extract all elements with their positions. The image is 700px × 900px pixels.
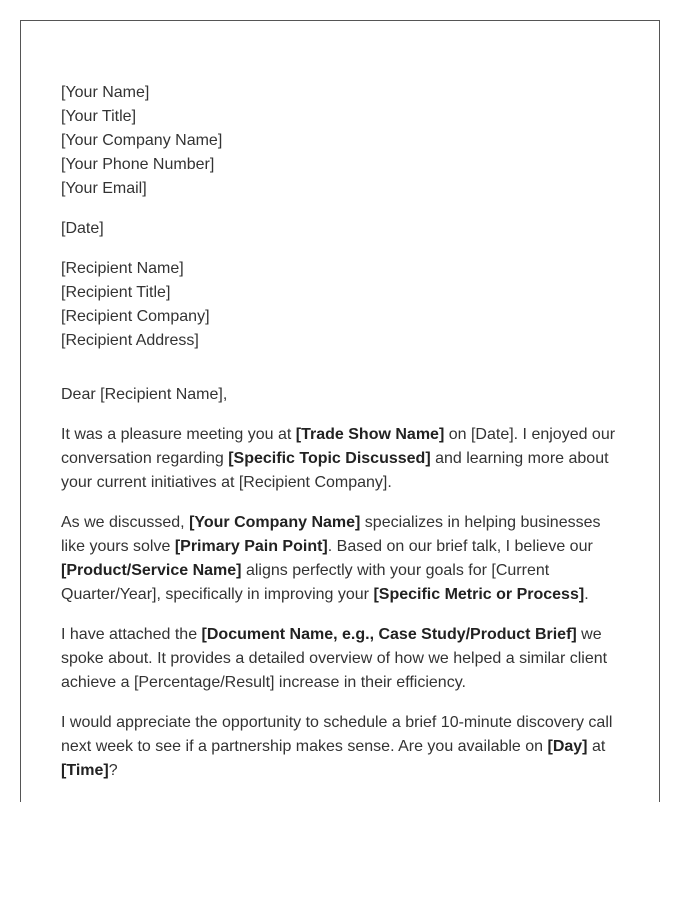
product-name-placeholder: [Product/Service Name] [61, 562, 242, 579]
recipient-company: [Recipient Company] [61, 308, 210, 325]
time-placeholder: [Time] [61, 762, 109, 779]
paragraph-text: we spoke about. It provides a detailed overview of how we helped a similar client achieve a [Percentage/Result] increase in their efficiency. [61, 626, 608, 691]
sender-phone: [Your Phone Number] [61, 156, 215, 173]
topic-placeholder: [Specific Topic Discussed] [228, 450, 431, 467]
paragraph-text: aligns perfectly with your goals for [Current Quarter/Year], specifically in improving your [61, 562, 550, 603]
pain-point-placeholder: [Primary Pain Point] [174, 538, 328, 555]
paragraph-text: ? [108, 762, 118, 779]
metric-placeholder: [Specific Metric or Process] [373, 586, 585, 603]
paragraph-1 [61, 423, 621, 495]
paragraph-text: and learning more about your current initiatives at [Recipient Company]. [61, 450, 609, 491]
paragraph-3 [61, 623, 621, 695]
recipient-title: [Recipient Title] [61, 284, 171, 301]
paragraph-text: I have attached the [61, 626, 202, 643]
sender-block [61, 81, 621, 201]
document-name-placeholder: [Document Name, e.g., Case Study/Product Brief] [201, 626, 577, 643]
paragraph-text: It was a pleasure meeting you at [61, 426, 296, 443]
paragraph-text: As we discussed, [61, 514, 190, 531]
recipient-address: [Recipient Address] [61, 332, 199, 349]
letter-date: [Date] [61, 220, 104, 237]
sender-title: [Your Title] [61, 108, 137, 125]
recipient-name: [Recipient Name] [61, 260, 184, 277]
salutation: Dear [Recipient Name], [61, 386, 228, 403]
paragraph-text: . [584, 586, 589, 603]
letter-page [20, 20, 660, 802]
paragraph-4 [61, 711, 621, 783]
paragraph-text: on [Date]. I enjoyed our conversation regarding [61, 426, 616, 467]
paragraph-text: I would appreciate the opportunity to schedule a brief 10-minute discovery call next week to see if a partnership makes sense. Are you available on [61, 714, 613, 755]
salutation-block [61, 383, 621, 407]
date-block [61, 217, 621, 241]
trade-show-name-placeholder: [Trade Show Name] [295, 426, 445, 443]
letter-body [61, 81, 621, 783]
paragraph-text: at [587, 738, 606, 755]
recipient-block [61, 257, 621, 353]
paragraph-2 [61, 511, 621, 607]
company-name-placeholder: [Your Company Name] [189, 514, 361, 531]
paragraph-text: specializes in helping businesses like yours solve [61, 514, 601, 555]
day-placeholder: [Day] [547, 738, 588, 755]
paragraph-text: . Based on our brief talk, I believe our [327, 538, 593, 555]
sender-company: [Your Company Name] [61, 132, 223, 149]
sender-name: [Your Name] [61, 84, 150, 101]
sender-email: [Your Email] [61, 180, 147, 197]
